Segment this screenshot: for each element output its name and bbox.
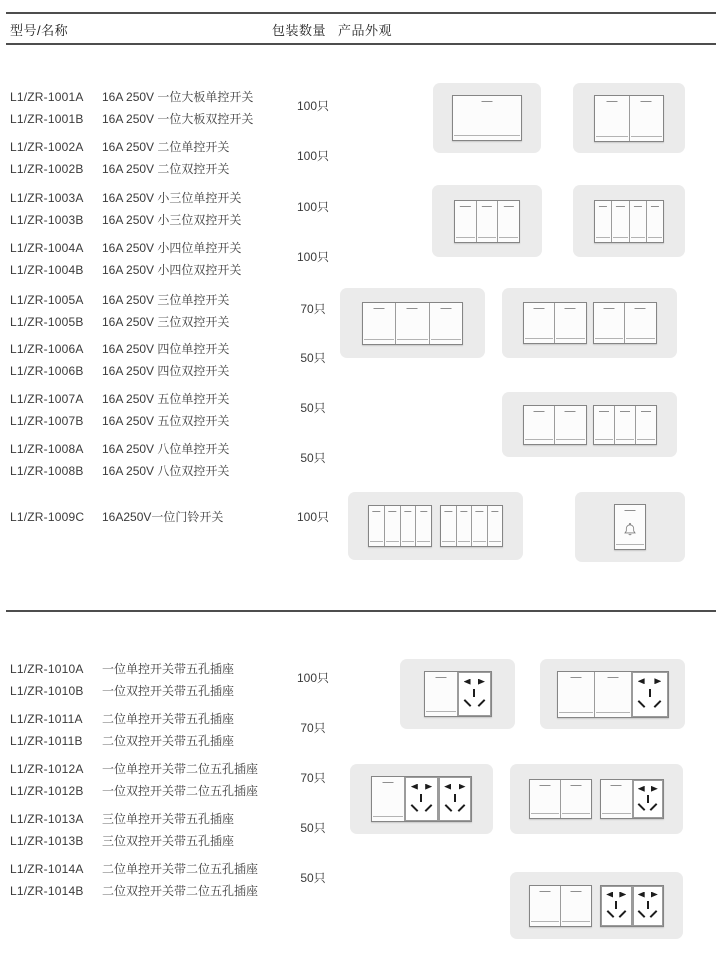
row-group bbox=[10, 289, 362, 333]
model-code: L1/ZR-1002A bbox=[10, 140, 84, 154]
product-name: 二位双控开关带五孔插座 bbox=[102, 734, 235, 748]
module-row bbox=[529, 779, 664, 819]
five-hole-socket bbox=[457, 672, 491, 716]
switch-rocker bbox=[372, 777, 404, 821]
five-hole-socket bbox=[631, 672, 668, 717]
switch-rocker bbox=[395, 303, 428, 344]
row-group bbox=[10, 506, 362, 528]
product-name: 一位单控开关带五孔插座 bbox=[102, 662, 235, 676]
switch-module-frame bbox=[362, 302, 463, 345]
product-name: 16A 250V 小三位双控开关 bbox=[102, 213, 242, 227]
product-name: 16A250V一位门铃开关 bbox=[102, 510, 224, 524]
socket-hole-sr bbox=[654, 700, 662, 708]
switch-module-frame bbox=[593, 302, 657, 344]
socket-hole-tri-l bbox=[638, 892, 645, 898]
switch-rocker bbox=[425, 672, 458, 716]
model-code: L1/ZR-1002B bbox=[10, 162, 84, 176]
socket-hole-tri-l bbox=[638, 678, 645, 684]
switch-rocker bbox=[524, 303, 555, 343]
socket-hole-vbar bbox=[649, 689, 651, 697]
row-group bbox=[10, 388, 362, 432]
row-group bbox=[10, 858, 362, 902]
socket-hole-sl bbox=[638, 803, 646, 811]
product-name: 16A 250V 五位双控开关 bbox=[102, 414, 230, 428]
package-quantity: 100只 bbox=[296, 149, 330, 163]
model-code: L1/ZR-1005A bbox=[10, 293, 84, 307]
row-group bbox=[10, 136, 362, 180]
row-group bbox=[10, 237, 362, 281]
switch-rocker bbox=[400, 506, 416, 546]
socket-hole-vbar bbox=[454, 794, 456, 802]
socket-hole-vbar bbox=[420, 794, 422, 802]
product-name: 16A 250V 八位单控开关 bbox=[102, 442, 230, 456]
product-name: 三位双控开关带五孔插座 bbox=[102, 834, 235, 848]
module-row bbox=[424, 671, 492, 717]
switch-module-frame bbox=[593, 405, 657, 445]
product-name: 16A 250V 小四位双控开关 bbox=[102, 263, 242, 277]
switch-module-frame bbox=[614, 504, 646, 550]
product-image-one-gang-large-switch bbox=[433, 83, 541, 153]
row-group bbox=[10, 808, 362, 852]
model-code: L1/ZR-1010B bbox=[10, 684, 84, 698]
socket-hole-vbar bbox=[473, 689, 475, 697]
package-quantity: 100只 bbox=[296, 510, 330, 524]
model-code: L1/ZR-1003A bbox=[10, 191, 84, 205]
product-image-three-switch-with-socket bbox=[510, 764, 683, 834]
switch-module-frame bbox=[454, 200, 520, 243]
model-code: L1/ZR-1008A bbox=[10, 442, 84, 456]
switch-rocker bbox=[554, 303, 586, 343]
module-row bbox=[362, 302, 463, 345]
model-code: L1/ZR-1001A bbox=[10, 90, 84, 104]
product-image-small-four-gang-switch bbox=[573, 185, 685, 257]
switch-rocker bbox=[487, 506, 503, 546]
socket-hole-tri-l bbox=[444, 784, 451, 790]
product-name: 16A 250V 小三位单控开关 bbox=[102, 191, 242, 205]
switch-rocker bbox=[635, 406, 656, 444]
package-quantity: 70只 bbox=[300, 302, 326, 316]
model-code: L1/ZR-1005B bbox=[10, 315, 84, 329]
socket-hole-sl bbox=[444, 804, 452, 812]
product-name: 16A 250V 三位单控开关 bbox=[102, 293, 230, 307]
module-row bbox=[557, 671, 669, 718]
product-name: 一位双控开关带五孔插座 bbox=[102, 684, 235, 698]
model-code: L1/ZR-1008B bbox=[10, 464, 84, 478]
model-code: L1/ZR-1009C bbox=[10, 510, 85, 524]
socket-hole-tri-l bbox=[464, 679, 471, 685]
switch-rocker bbox=[629, 201, 646, 242]
model-code: L1/ZR-1013B bbox=[10, 834, 84, 848]
header-rule bbox=[6, 43, 716, 45]
switch-module-frame bbox=[523, 302, 587, 344]
product-name: 16A 250V 二位双控开关 bbox=[102, 162, 230, 176]
socket-hole-tri-r bbox=[425, 784, 432, 790]
product-name: 16A 250V 三位双控开关 bbox=[102, 315, 230, 329]
module-row bbox=[523, 302, 657, 344]
switch-rocker bbox=[384, 506, 400, 546]
product-image-doorbell-switch bbox=[575, 492, 685, 562]
product-name: 二位单控开关带二位五孔插座 bbox=[102, 862, 259, 876]
top-rule bbox=[6, 12, 716, 14]
product-name: 二位双控开关带二位五孔插座 bbox=[102, 884, 259, 898]
socket-hole-vbar bbox=[647, 795, 649, 803]
switch-rocker bbox=[629, 96, 664, 141]
switch-rocker bbox=[624, 303, 656, 343]
product-image-two-switch-with-double-socket bbox=[510, 872, 683, 939]
five-hole-socket bbox=[404, 777, 437, 821]
package-quantity: 50只 bbox=[300, 871, 326, 885]
package-quantity: 100只 bbox=[296, 99, 330, 113]
socket-hole-tri-r bbox=[619, 892, 626, 898]
switch-module-frame bbox=[440, 505, 503, 547]
switch-rocker bbox=[595, 96, 629, 141]
socket-hole-tri-r bbox=[651, 786, 658, 792]
row-group bbox=[10, 438, 362, 482]
switch-rocker bbox=[558, 672, 594, 717]
switch-rocker bbox=[595, 201, 611, 242]
package-quantity: 100只 bbox=[296, 671, 330, 685]
switch-module-frame bbox=[523, 405, 587, 445]
column-header-appearance: 产品外观 bbox=[338, 23, 393, 38]
switch-module-frame bbox=[452, 95, 522, 141]
module-row bbox=[594, 95, 664, 142]
socket-hole-tri-l bbox=[606, 892, 613, 898]
socket-hole-sr bbox=[650, 803, 658, 811]
switch-rocker bbox=[560, 780, 591, 818]
product-name: 16A 250V 四位双控开关 bbox=[102, 364, 230, 378]
model-code: L1/ZR-1011B bbox=[10, 734, 83, 748]
socket-hole-sr bbox=[458, 804, 466, 812]
model-code: L1/ZR-1003B bbox=[10, 213, 84, 227]
product-image-three-gang-switch bbox=[340, 288, 485, 358]
model-code: L1/ZR-1013A bbox=[10, 812, 84, 826]
socket-hole-sl bbox=[638, 910, 646, 918]
switch-rocker bbox=[594, 672, 631, 717]
product-image-one-switch-with-double-socket bbox=[350, 764, 493, 834]
model-code: L1/ZR-1014B bbox=[10, 884, 84, 898]
socket-hole-tri-l bbox=[638, 786, 645, 792]
switch-module-frame bbox=[600, 885, 664, 927]
five-hole-socket bbox=[632, 886, 664, 926]
switch-rocker bbox=[530, 780, 560, 818]
model-code: L1/ZR-1007B bbox=[10, 414, 84, 428]
column-header-model: 型号/名称 bbox=[10, 23, 69, 38]
package-quantity: 50只 bbox=[300, 451, 326, 465]
switch-rocker bbox=[429, 303, 462, 344]
package-quantity: 50只 bbox=[300, 401, 326, 415]
module-row bbox=[614, 504, 646, 550]
model-code: L1/ZR-1004B bbox=[10, 263, 84, 277]
switch-module-frame bbox=[368, 505, 432, 547]
switch-rocker bbox=[560, 886, 591, 926]
switch-rocker bbox=[554, 406, 586, 444]
product-image-four-gang-switch bbox=[502, 288, 677, 358]
product-name: 16A 250V 四位单控开关 bbox=[102, 342, 230, 356]
product-name: 三位单控开关带五孔插座 bbox=[102, 812, 235, 826]
switch-rocker bbox=[369, 506, 384, 546]
model-code: L1/ZR-1006A bbox=[10, 342, 84, 356]
row-group bbox=[10, 187, 362, 231]
switch-module-frame bbox=[557, 671, 669, 718]
product-name: 16A 250V 小四位单控开关 bbox=[102, 241, 242, 255]
switch-rocker bbox=[594, 406, 614, 444]
module-row bbox=[454, 200, 520, 243]
package-quantity: 100只 bbox=[296, 250, 330, 264]
switch-rocker bbox=[646, 201, 663, 242]
row-group bbox=[10, 708, 362, 752]
switch-rocker bbox=[441, 506, 456, 546]
module-row bbox=[594, 200, 664, 243]
model-code: L1/ZR-1006B bbox=[10, 364, 84, 378]
product-image-one-switch-with-socket bbox=[400, 659, 515, 729]
model-code: L1/ZR-1012B bbox=[10, 784, 84, 798]
product-image-small-three-gang-switch bbox=[432, 185, 542, 257]
switch-rocker bbox=[455, 201, 476, 242]
socket-hole-tri-l bbox=[411, 784, 418, 790]
doorbell-icon-wrap bbox=[622, 522, 638, 539]
switch-module-frame bbox=[594, 95, 664, 142]
row-group bbox=[10, 338, 362, 382]
socket-hole-vbar bbox=[615, 901, 617, 909]
socket-hole-tri-r bbox=[459, 784, 466, 790]
switch-rocker bbox=[415, 506, 431, 546]
model-code: L1/ZR-1011A bbox=[10, 712, 83, 726]
switch-rocker bbox=[363, 303, 395, 344]
column-header-quantity: 包装数量 bbox=[272, 23, 327, 38]
package-quantity: 50只 bbox=[300, 821, 326, 835]
socket-hole-tri-r bbox=[651, 892, 658, 898]
switch-module-frame bbox=[594, 200, 664, 243]
switch-rocker bbox=[497, 201, 519, 242]
product-name: 16A 250V 五位单控开关 bbox=[102, 392, 230, 406]
socket-hole-sr bbox=[619, 910, 627, 918]
switch-rocker bbox=[611, 201, 628, 242]
switch-rocker bbox=[614, 406, 635, 444]
section-divider-rule bbox=[6, 610, 716, 612]
socket-hole-vbar bbox=[647, 901, 649, 909]
switch-rocker bbox=[524, 406, 555, 444]
module-row bbox=[371, 776, 472, 822]
product-image-two-switch-with-socket bbox=[540, 659, 685, 729]
package-quantity: 100只 bbox=[296, 200, 330, 214]
package-quantity: 70只 bbox=[300, 721, 326, 735]
model-code: L1/ZR-1014A bbox=[10, 862, 84, 876]
socket-hole-sl bbox=[606, 910, 614, 918]
switch-rocker bbox=[601, 780, 632, 818]
socket-hole-tri-r bbox=[654, 678, 661, 684]
socket-hole-sr bbox=[424, 804, 432, 812]
five-hole-socket bbox=[632, 780, 664, 818]
doorbell-icon bbox=[622, 522, 638, 539]
module-row bbox=[523, 405, 657, 445]
product-name: 16A 250V 一位大板单控开关 bbox=[102, 90, 254, 104]
switch-module-frame bbox=[424, 671, 492, 717]
model-code: L1/ZR-1001B bbox=[10, 112, 84, 126]
five-hole-socket bbox=[438, 777, 471, 821]
row-group bbox=[10, 758, 362, 802]
module-row bbox=[529, 885, 664, 927]
switch-rocker bbox=[594, 303, 625, 343]
socket-hole-tri-r bbox=[478, 679, 485, 685]
switch-module-frame bbox=[529, 885, 592, 927]
model-code: L1/ZR-1010A bbox=[10, 662, 84, 676]
socket-hole-sl bbox=[411, 804, 419, 812]
model-code: L1/ZR-1007A bbox=[10, 392, 84, 406]
product-name: 一位单控开关带二位五孔插座 bbox=[102, 762, 259, 776]
switch-rocker bbox=[456, 506, 472, 546]
switch-rocker bbox=[453, 96, 521, 140]
socket-hole-sr bbox=[650, 910, 658, 918]
module-row bbox=[452, 95, 522, 141]
switch-rocker bbox=[476, 201, 498, 242]
product-name: 二位单控开关带五孔插座 bbox=[102, 712, 235, 726]
row-group bbox=[10, 86, 362, 130]
product-name: 16A 250V 二位单控开关 bbox=[102, 140, 230, 154]
package-quantity: 50只 bbox=[300, 351, 326, 365]
product-image-two-gang-switch bbox=[573, 83, 685, 153]
module-row bbox=[368, 505, 503, 547]
switch-module-frame bbox=[371, 776, 472, 822]
product-name: 16A 250V 八位双控开关 bbox=[102, 464, 230, 478]
product-name: 一位双控开关带二位五孔插座 bbox=[102, 784, 259, 798]
product-name: 16A 250V 一位大板双控开关 bbox=[102, 112, 254, 126]
socket-hole-sr bbox=[477, 699, 485, 707]
switch-rocker bbox=[530, 886, 560, 926]
row-group bbox=[10, 658, 362, 702]
socket-hole-sl bbox=[463, 699, 471, 707]
doorbell-button bbox=[615, 505, 645, 549]
product-image-five-gang-switch bbox=[502, 392, 677, 457]
package-quantity: 70只 bbox=[300, 771, 326, 785]
switch-module-frame bbox=[600, 779, 664, 819]
switch-rocker bbox=[471, 506, 487, 546]
five-hole-socket bbox=[601, 886, 632, 926]
switch-module-frame bbox=[529, 779, 592, 819]
socket-hole-sl bbox=[638, 700, 646, 708]
model-code: L1/ZR-1004A bbox=[10, 241, 84, 255]
product-image-eight-gang-switch bbox=[348, 492, 523, 560]
model-code: L1/ZR-1012A bbox=[10, 762, 84, 776]
